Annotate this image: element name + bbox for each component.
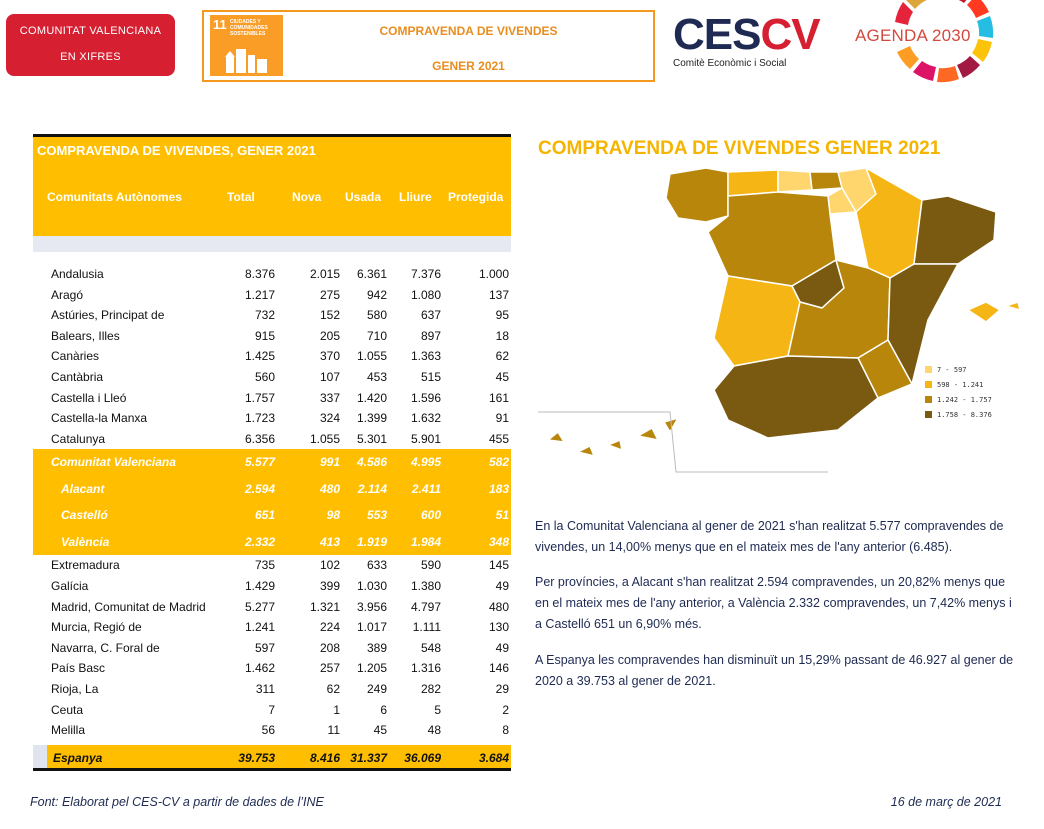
cell-protected: 161 <box>488 390 509 405</box>
cell-new: 107 <box>319 369 340 384</box>
cell-free: 7.376 <box>410 267 441 281</box>
cell-total: 8.376 <box>244 267 275 281</box>
cell-region: Castella-la Manxa <box>51 411 148 426</box>
table-row <box>33 264 511 285</box>
cell-new: 257 <box>319 661 340 676</box>
cell-free: 1.632 <box>410 411 441 426</box>
cell-new: 991 <box>319 455 340 470</box>
table-header <box>33 162 511 236</box>
cell-total: 2.332 <box>244 534 275 549</box>
region-cantabria <box>778 170 812 192</box>
table-row <box>33 449 511 476</box>
cell-protected: 18 <box>495 328 509 343</box>
table-row <box>33 408 511 429</box>
region-catalunya <box>914 196 996 264</box>
cell-protected: 3.684 <box>478 750 509 765</box>
cell-new: 224 <box>319 620 340 635</box>
sdg-number: 11 <box>213 17 227 32</box>
table-row <box>33 502 511 529</box>
cell-used: 249 <box>366 681 387 696</box>
cell-free: 1.380 <box>410 578 441 593</box>
report-title: COMPRAVENDA DE VIVENDES <box>379 24 558 38</box>
legend-label: 598 - 1.241 <box>937 380 984 389</box>
paragraph-provinces: Per províncies, a Alacant s'han realitzat 2.594 compravendes, un 20,82% menys que en el mateix mes de l'any anterior, a València 2.332 compravendes, un 7,42% menys i a Castelló 651 un 6,90% més. <box>535 575 1012 631</box>
sdg-11-icon <box>210 15 283 76</box>
cell-region: Catalunya <box>51 431 106 446</box>
cell-used: 1.205 <box>356 661 387 676</box>
legend-item <box>925 392 992 407</box>
cell-protected: 51 <box>495 508 509 523</box>
cell-used: 453 <box>366 369 387 384</box>
cell-new: 8.416 <box>309 750 340 765</box>
cell-region: Melilla <box>51 723 86 738</box>
cell-protected: 137 <box>488 287 509 302</box>
cell-free: 515 <box>420 369 441 384</box>
table-row <box>33 700 511 721</box>
cell-region: Astúries, Principat de <box>51 308 165 323</box>
cell-used: 1.055 <box>356 349 387 364</box>
cell-total: 915 <box>254 328 275 343</box>
cell-region: Extremadura <box>51 558 120 573</box>
legend-label: 1.242 - 1.757 <box>937 395 992 404</box>
cell-region: Madrid, Comunitat de Madrid <box>51 599 206 614</box>
badge-line1: COMUNITAT VALENCIANA <box>19 25 162 37</box>
col-header-region: Comunitats Autònomes <box>47 190 182 204</box>
region-andalusia <box>714 356 878 438</box>
table-row <box>33 638 511 659</box>
cell-total: 1.429 <box>244 578 275 593</box>
cell-region: Cantàbria <box>51 369 104 384</box>
cell-used: 1.399 <box>356 411 387 426</box>
cell-free: 600 <box>420 508 441 523</box>
cell-total: 560 <box>254 369 275 384</box>
region-pais-basc <box>810 172 842 190</box>
region-galicia <box>666 168 728 222</box>
cell-total: 1.425 <box>244 349 275 364</box>
cell-free: 4.995 <box>410 455 441 470</box>
cell-total: 5.277 <box>244 599 275 614</box>
sales-table <box>33 134 511 771</box>
table-row <box>33 617 511 638</box>
region-canaries <box>548 418 678 456</box>
cell-region: Ceuta <box>51 702 84 717</box>
sdg-wheel-icon <box>848 0 998 95</box>
cell-used: 710 <box>366 328 387 343</box>
cell-used: 2.114 <box>357 481 387 496</box>
title-box <box>202 10 655 82</box>
cell-new: 2.015 <box>309 267 340 281</box>
map-title: COMPRAVENDA DE VIVENDES GENER 2021 <box>538 138 941 159</box>
table-row <box>33 555 511 576</box>
cell-new: 208 <box>319 640 340 655</box>
cell-total: 1.217 <box>244 287 275 302</box>
cell-new: 205 <box>319 328 340 343</box>
cell-used: 6 <box>380 702 387 717</box>
legend-item <box>925 362 992 377</box>
cell-region: Espanya <box>53 750 103 765</box>
cell-total: 2.594 <box>244 481 275 496</box>
col-header-protected: Protegida <box>448 190 504 204</box>
table-row <box>33 529 511 556</box>
brand-badge <box>6 14 175 76</box>
cell-total: 651 <box>254 508 275 523</box>
cell-free: 5.901 <box>410 431 441 446</box>
cell-free: 897 <box>420 328 441 343</box>
cell-new: 370 <box>319 349 340 364</box>
cell-new: 1.055 <box>309 431 340 446</box>
cell-protected: 95 <box>495 308 509 323</box>
header-spacer <box>33 236 511 252</box>
cell-region: Comunitat Valenciana <box>51 455 176 470</box>
table-row <box>33 346 511 367</box>
cell-new: 399 <box>319 578 340 593</box>
cell-protected: 348 <box>488 534 509 549</box>
cell-used: 389 <box>366 640 387 655</box>
table-row <box>33 476 511 503</box>
cell-total: 56 <box>261 723 275 738</box>
cell-protected: 29 <box>495 681 509 696</box>
cell-free: 48 <box>427 723 441 738</box>
map-legend <box>925 362 992 422</box>
cell-free: 1.596 <box>410 390 441 405</box>
cell-region: València <box>61 534 110 549</box>
col-header-new: Nova <box>292 190 322 204</box>
cell-protected: 49 <box>495 640 509 655</box>
agenda-2030-logo <box>848 0 998 95</box>
cell-new: 152 <box>319 308 340 323</box>
cell-protected: 62 <box>495 349 509 364</box>
cell-protected: 49 <box>495 578 509 593</box>
cell-total: 39.753 <box>238 750 275 765</box>
cell-total: 1.462 <box>244 661 275 676</box>
cell-free: 1.984 <box>410 534 441 549</box>
logo-subtitle: Comitè Econòmic i Social <box>673 58 787 69</box>
cell-new: 1.321 <box>309 599 340 614</box>
cell-free: 1.363 <box>410 349 441 364</box>
legend-swatch <box>925 396 932 403</box>
agenda-label: AGENDA 2030 <box>855 26 971 45</box>
cell-free: 1.111 <box>412 620 441 635</box>
cell-total: 6.356 <box>244 431 275 446</box>
cell-used: 6.361 <box>356 267 387 281</box>
city-icon <box>224 45 270 73</box>
cell-used: 942 <box>366 287 387 302</box>
col-header-total: Total <box>227 190 255 204</box>
cell-new: 98 <box>326 508 340 523</box>
logo-cv: CV <box>760 10 820 59</box>
cell-total: 1.757 <box>244 390 275 405</box>
cell-new: 324 <box>319 411 340 426</box>
cell-region: Balears, Illes <box>51 328 120 343</box>
cell-region: Murcia, Regió de <box>51 620 142 635</box>
cell-protected: 130 <box>488 620 509 635</box>
cell-free: 5 <box>434 702 441 717</box>
cell-free: 548 <box>420 640 441 655</box>
legend-swatch <box>925 411 932 418</box>
paragraph-spain: A Espanya les compravendes han disminuït un 15,29% passant de 46.927 al gener de 2020 a 39.753 al gener de 2021. <box>535 653 1014 688</box>
cell-free: 4.797 <box>410 599 441 614</box>
cell-used: 580 <box>366 308 387 323</box>
cell-protected: 45 <box>495 369 509 384</box>
cell-total: 311 <box>255 681 275 696</box>
badge-line2: EN XIFRES <box>60 51 121 63</box>
cell-free: 1.080 <box>410 287 441 302</box>
cell-protected: 145 <box>488 558 509 573</box>
table-row <box>33 720 511 741</box>
cell-used: 5.301 <box>356 431 387 446</box>
legend-swatch <box>925 366 932 373</box>
cell-total: 735 <box>254 558 275 573</box>
cell-new: 413 <box>319 534 340 549</box>
region-extremadura <box>714 276 800 366</box>
cell-used: 31.337 <box>350 750 387 765</box>
cell-free: 637 <box>420 308 441 323</box>
source-note: Font: Elaborat pel CES-CV a partir de dades de l’INE <box>30 795 324 809</box>
cell-region: Alacant <box>61 481 105 496</box>
cell-new: 102 <box>319 558 340 573</box>
cell-used: 1.919 <box>356 534 387 549</box>
cell-used: 1.030 <box>356 578 387 593</box>
cell-new: 11 <box>327 723 340 738</box>
cell-region: Castella i Lleó <box>51 390 127 405</box>
cell-total: 1.241 <box>244 620 275 635</box>
cell-protected: 2 <box>502 702 509 717</box>
cell-protected: 1.000 <box>478 267 509 281</box>
table-row <box>33 305 511 326</box>
cell-region: Navarra, C. Foral de <box>51 640 160 655</box>
cell-free: 2.411 <box>411 481 441 496</box>
legend-item <box>925 377 992 392</box>
cell-used: 1.017 <box>356 620 387 635</box>
cell-new: 480 <box>319 481 340 496</box>
paragraph-cv: En la Comunitat Valenciana al gener de 2021 s'han realitzat 5.577 compravendes de vivendes, un 14,00% menys que en el mateix mes de l'any anterior (6.485). <box>535 519 1004 554</box>
cell-protected: 8 <box>502 723 509 738</box>
sdg-text: CIUDADES Y COMUNIDADES SOSTENIBLES <box>230 19 268 37</box>
region-balears <box>968 302 1020 322</box>
cell-free: 590 <box>420 558 441 573</box>
cell-new: 337 <box>319 390 340 405</box>
cell-new: 1 <box>333 702 340 717</box>
cell-protected: 480 <box>488 599 509 614</box>
cell-free: 36.069 <box>404 750 441 765</box>
table-row <box>33 367 511 388</box>
cell-region: Galícia <box>51 578 89 593</box>
legend-label: 1.758 - 8.376 <box>937 410 992 419</box>
cell-region: Andalusia <box>51 267 104 281</box>
cell-free: 1.316 <box>410 661 441 676</box>
cell-region: País Basc <box>51 661 106 676</box>
table-row <box>33 326 511 347</box>
cell-free: 282 <box>420 681 441 696</box>
table-row <box>33 658 511 679</box>
cell-protected: 146 <box>488 661 509 676</box>
total-row <box>33 745 511 771</box>
table-row <box>33 285 511 306</box>
cell-region: Castelló <box>61 508 108 523</box>
cell-total: 1.723 <box>244 411 275 426</box>
cell-new: 62 <box>326 681 340 696</box>
table-row <box>33 597 511 618</box>
cell-region: Aragó <box>51 287 84 302</box>
table-row <box>33 576 511 597</box>
cell-total: 7 <box>268 702 275 717</box>
logo-ces: CES <box>673 10 761 59</box>
cell-used: 1.420 <box>356 390 387 405</box>
report-period: GENER 2021 <box>432 59 505 73</box>
col-header-free: Lliure <box>399 190 432 204</box>
cell-used: 45 <box>373 723 387 738</box>
cell-used: 633 <box>366 558 387 573</box>
legend-label: 7 - 597 <box>937 365 967 374</box>
cell-protected: 455 <box>488 431 509 446</box>
cell-protected: 91 <box>495 411 509 426</box>
table-row <box>33 388 511 409</box>
spain-choropleth-map <box>538 160 1028 480</box>
legend-item <box>925 407 992 422</box>
table-title: COMPRAVENDA DE VIVENDES, GENER 2021 <box>33 134 511 162</box>
cell-used: 4.586 <box>356 455 387 470</box>
cell-region: Rioja, La <box>51 681 99 696</box>
cell-used: 3.956 <box>356 599 387 614</box>
publication-date: 16 de març de 2021 <box>890 795 1002 809</box>
cell-used: 553 <box>366 508 387 523</box>
table-row <box>33 429 511 450</box>
col-header-used: Usada <box>345 190 382 204</box>
cell-total: 597 <box>254 640 275 655</box>
cell-total: 5.577 <box>244 455 275 470</box>
cell-region: Canàries <box>51 349 100 364</box>
cell-protected: 582 <box>488 455 509 470</box>
cell-total: 732 <box>254 308 275 323</box>
legend-swatch <box>925 381 932 388</box>
table-row <box>33 679 511 700</box>
cell-protected: 183 <box>488 481 509 496</box>
cescv-logo <box>673 10 820 69</box>
cell-new: 275 <box>319 287 340 302</box>
